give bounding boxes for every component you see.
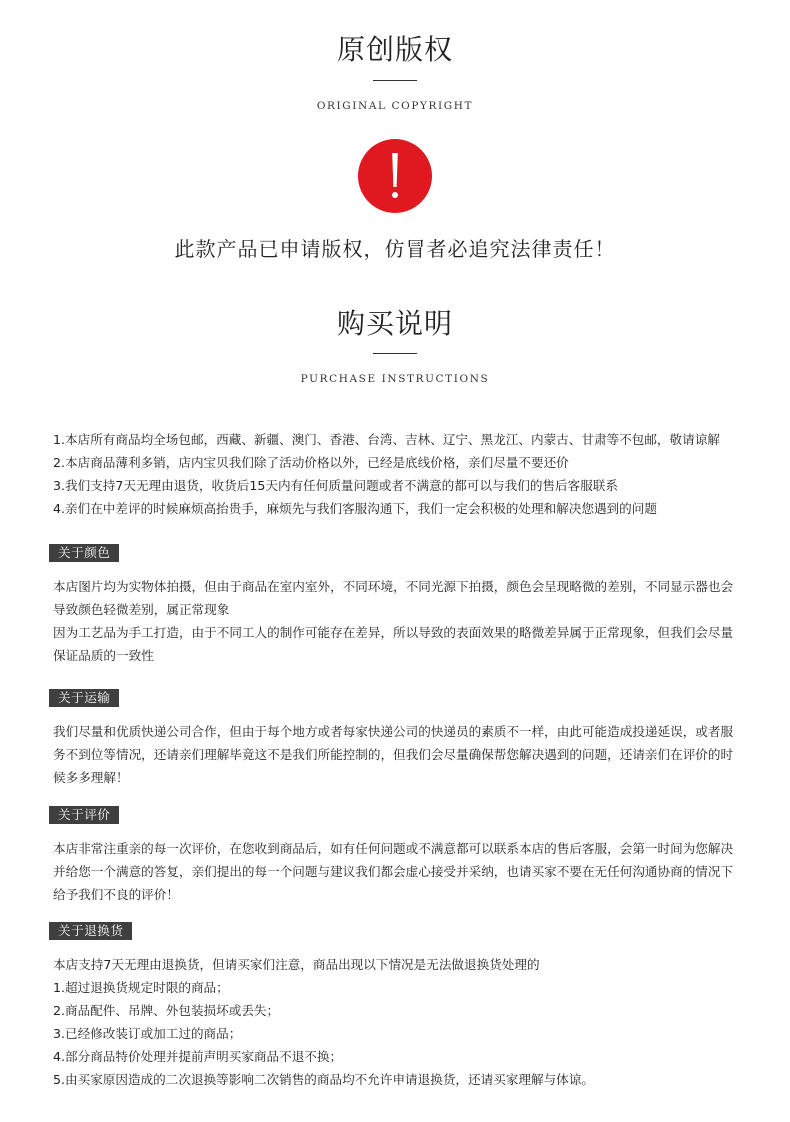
list-item: 5.由买家原因造成的二次退换等影响二次销售的商品均不允许申请退换货，还请买家理解与体谅。 [53, 1072, 594, 1087]
paragraph: 我们尽量和优质快递公司合作，但由于每个地方或者每家快递公司的快递员的素质不一样，由此可能造成投递延误，或者服务不到位等情况，还请亲们理解毕竟这不是我们所能控制的，但我们会尽量确保帮您解决遇到的问题，还请亲们在评价的时候多多理解！ [53, 724, 734, 785]
list-item: 4.亲们在中差评的时候麻烦高抬贵手，麻烦先与我们客服沟通下，我们一定会积极的处理和解决您遇到的问题 [53, 501, 657, 516]
list-item: 2.商品配件、吊牌、外包装损坏或丢失； [53, 1003, 280, 1018]
list-item: 2.本店商品薄利多销，店内宝贝我们除了活动价格以外，已经是底线价格，亲们尽量不要还价 [53, 455, 569, 470]
returns-text [53, 953, 745, 1091]
list-item: 1.本店所有商品均全场包邮，西藏、新疆、澳门、香港、台湾、吉林、辽宁、黑龙江、内蒙古、甘肃等不包邮，敬请谅解 [53, 432, 720, 447]
review-text [53, 837, 745, 906]
paragraph: 本店支持7天无理由退换货，但请买家们注意，商品出现以下情况是无法做退换货处理的 [53, 957, 540, 972]
list-item: 3.已经修改装订或加工过的商品； [53, 1026, 242, 1041]
list-item: 4.部分商品特价处理并提前声明买家商品不退不换； [53, 1049, 343, 1064]
section-tag-returns: 关于退换货 [49, 922, 132, 940]
copyright-title: 原创版权 [336, 33, 453, 66]
color-text [53, 575, 745, 667]
purchase-title: 购买说明 [336, 307, 453, 340]
shipping-text [53, 720, 745, 789]
section-tag-shipping: 关于运输 [49, 689, 119, 707]
copyright-notice: 此款产品已申请版权，仿冒者必追究法律责任！ [174, 237, 616, 261]
paragraph: 本店非常注重亲的每一次评价，在您收到商品后，如有任何问题或不满意都可以联系本店的售后客服，会第一时间为您解决并给您一个满意的答复，亲们提出的每一个问题与建议我们都会虚心接受并采纳，也请买家不要在无任何沟通协商的情况下给予我们不良的评价！ [53, 841, 734, 902]
purchase-list [53, 428, 745, 520]
paragraph: 因为工艺品为手工打造，由于不同工人的制作可能存在差异，所以导致的表面效果的略微差异属于正常现象，但我们会尽量保证品质的一致性 [53, 625, 734, 663]
title-divider [373, 80, 417, 81]
title-divider [373, 353, 417, 354]
purchase-subtitle: PURCHASE INSTRUCTIONS [300, 373, 490, 385]
paragraph: 本店图片均为实物体拍摄，但由于商品在室内室外，不同环境，不同光源下拍摄，颜色会呈现略微的差别，不同显示器也会导致颜色轻微差别，属正常现象 [53, 579, 734, 617]
section-tag-color: 关于颜色 [49, 544, 119, 562]
copyright-subtitle: ORIGINAL COPYRIGHT [316, 100, 474, 112]
list-item: 3.我们支持7天无理由退货，收货后15天内有任何质量问题或者不满意的都可以与我们的售后客服联系 [53, 478, 618, 493]
list-item: 1.超过退换货规定时限的商品； [53, 980, 229, 995]
exclamation-warning-icon [358, 139, 432, 213]
section-tag-review: 关于评价 [49, 806, 119, 824]
